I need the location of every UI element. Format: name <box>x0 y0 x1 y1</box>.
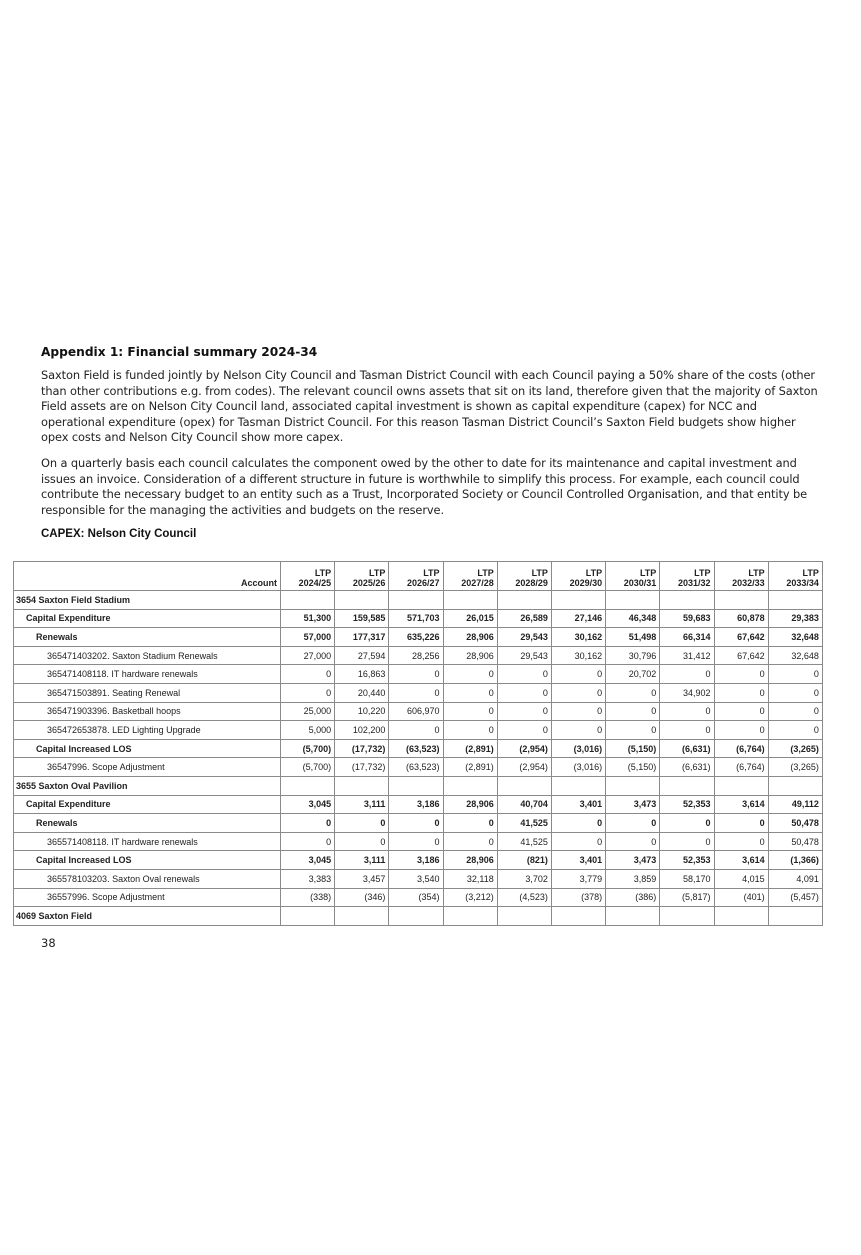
value-cell: 28,906 <box>443 646 497 665</box>
value-cell: 25,000 <box>281 702 335 721</box>
account-label: 365471503891. Seating Renewal <box>14 683 281 702</box>
value-cell <box>714 776 768 795</box>
value-cell <box>389 591 443 610</box>
value-cell <box>768 907 822 926</box>
account-label: Capital Expenditure <box>14 795 281 814</box>
value-cell <box>497 591 551 610</box>
value-cell: 50,478 <box>768 832 822 851</box>
table-row <box>14 646 823 665</box>
value-cell <box>497 776 551 795</box>
value-cell: (5,150) <box>606 739 660 758</box>
value-cell: (6,631) <box>660 739 714 758</box>
value-cell: 32,118 <box>443 869 497 888</box>
column-header-top: LTP <box>639 568 657 578</box>
year-column-header <box>606 562 660 591</box>
value-cell: 28,906 <box>443 795 497 814</box>
column-header-top: LTP <box>369 568 386 578</box>
value-cell: 0 <box>660 814 714 833</box>
account-label: 365471403202. Saxton Stadium Renewals <box>14 646 281 665</box>
value-cell: (17,732) <box>335 758 389 777</box>
value-cell: 0 <box>714 721 768 740</box>
value-cell: 0 <box>768 702 822 721</box>
value-cell: 0 <box>497 683 551 702</box>
value-cell: 3,457 <box>335 869 389 888</box>
value-cell <box>389 907 443 926</box>
value-cell: 28,906 <box>443 851 497 870</box>
column-header-top: LTP <box>748 568 765 578</box>
value-cell: 50,478 <box>768 814 822 833</box>
value-cell <box>768 776 822 795</box>
value-cell: (2,891) <box>443 758 497 777</box>
section-row <box>14 776 823 795</box>
value-cell <box>281 591 335 610</box>
value-cell <box>660 776 714 795</box>
value-cell <box>768 591 822 610</box>
value-cell: 28,256 <box>389 646 443 665</box>
value-cell: 0 <box>497 665 551 684</box>
value-cell <box>551 907 605 926</box>
value-cell: 0 <box>660 665 714 684</box>
account-label: 4069 Saxton Field <box>14 907 281 926</box>
value-cell: (17,732) <box>335 739 389 758</box>
year-column-header <box>443 562 497 591</box>
value-cell: 3,540 <box>389 869 443 888</box>
account-label: 365578103203. Saxton Oval renewals <box>14 869 281 888</box>
value-cell <box>660 591 714 610</box>
value-cell: (5,150) <box>606 758 660 777</box>
account-label: Capital Expenditure <box>14 609 281 628</box>
value-cell: 0 <box>606 721 660 740</box>
value-cell: 0 <box>606 683 660 702</box>
account-label: 365471903396. Basketball hoops <box>14 702 281 721</box>
account-label: 3655 Saxton Oval Pavilion <box>14 776 281 795</box>
value-cell: 3,473 <box>606 851 660 870</box>
value-cell <box>660 907 714 926</box>
value-cell <box>714 591 768 610</box>
value-cell: 0 <box>714 814 768 833</box>
value-cell: 40,704 <box>497 795 551 814</box>
account-label: Capital Increased LOS <box>14 739 281 758</box>
value-cell: 29,543 <box>497 628 551 647</box>
value-cell: 0 <box>551 683 605 702</box>
value-cell: (2,891) <box>443 739 497 758</box>
value-cell: 0 <box>389 683 443 702</box>
table-row <box>14 721 823 740</box>
value-cell: 26,015 <box>443 609 497 628</box>
table-row <box>14 869 823 888</box>
table-row <box>14 758 823 777</box>
appendix-heading: Appendix 1: Financial summary 2024-34 <box>41 345 318 359</box>
table-row <box>14 628 823 647</box>
value-cell: 0 <box>606 814 660 833</box>
value-cell <box>551 591 605 610</box>
value-cell <box>714 907 768 926</box>
value-cell: 3,779 <box>551 869 605 888</box>
column-header-year: 2025/26 <box>352 578 386 588</box>
value-cell: 3,859 <box>606 869 660 888</box>
value-cell <box>551 776 605 795</box>
value-cell: 52,353 <box>660 851 714 870</box>
value-cell <box>335 907 389 926</box>
column-header-year: 2031/32 <box>677 578 711 588</box>
column-header-year: 2024/25 <box>298 578 332 588</box>
value-cell: 0 <box>768 721 822 740</box>
value-cell: 29,543 <box>497 646 551 665</box>
value-cell: 0 <box>443 702 497 721</box>
value-cell: 20,702 <box>606 665 660 684</box>
value-cell: 32,648 <box>768 628 822 647</box>
account-label: Renewals <box>14 628 281 647</box>
value-cell <box>335 776 389 795</box>
value-cell: 5,000 <box>281 721 335 740</box>
value-cell: 32,648 <box>768 646 822 665</box>
value-cell: 0 <box>389 832 443 851</box>
table-row <box>14 609 823 628</box>
value-cell: 28,906 <box>443 628 497 647</box>
value-cell: 57,000 <box>281 628 335 647</box>
value-cell <box>606 591 660 610</box>
value-cell: 3,045 <box>281 795 335 814</box>
value-cell: 30,796 <box>606 646 660 665</box>
value-cell: 0 <box>389 814 443 833</box>
value-cell: 102,200 <box>335 721 389 740</box>
column-header-year: 2030/31 <box>623 578 657 588</box>
value-cell: 29,383 <box>768 609 822 628</box>
value-cell: 3,186 <box>389 795 443 814</box>
section-row <box>14 591 823 610</box>
year-column-header <box>389 562 443 591</box>
value-cell: (63,523) <box>389 739 443 758</box>
value-cell: (1,366) <box>768 851 822 870</box>
value-cell <box>389 776 443 795</box>
table-row <box>14 739 823 758</box>
value-cell <box>497 907 551 926</box>
value-cell: 34,902 <box>660 683 714 702</box>
value-cell: 0 <box>443 721 497 740</box>
value-cell: 0 <box>768 665 822 684</box>
value-cell: 30,162 <box>551 628 605 647</box>
column-header-top: LTP <box>314 568 332 578</box>
value-cell: 0 <box>714 702 768 721</box>
value-cell: 10,220 <box>335 702 389 721</box>
table-row <box>14 814 823 833</box>
account-label: 36557996. Scope Adjustment <box>14 888 281 907</box>
value-cell: 49,112 <box>768 795 822 814</box>
value-cell <box>606 776 660 795</box>
value-cell: 0 <box>551 721 605 740</box>
year-column-header <box>768 562 822 591</box>
section-row <box>14 907 823 926</box>
value-cell: 41,525 <box>497 814 551 833</box>
value-cell: 635,226 <box>389 628 443 647</box>
value-cell: 3,473 <box>606 795 660 814</box>
table-body <box>14 591 823 926</box>
value-cell: 51,498 <box>606 628 660 647</box>
value-cell: 31,412 <box>660 646 714 665</box>
table-row <box>14 683 823 702</box>
value-cell: 3,401 <box>551 795 605 814</box>
document-body <box>41 345 823 549</box>
account-label: Capital Increased LOS <box>14 851 281 870</box>
value-cell: 60,878 <box>714 609 768 628</box>
value-cell: (378) <box>551 888 605 907</box>
value-cell: 3,383 <box>281 869 335 888</box>
value-cell: (4,523) <box>497 888 551 907</box>
value-cell: 4,091 <box>768 869 822 888</box>
value-cell: 606,970 <box>389 702 443 721</box>
value-cell: 30,162 <box>551 646 605 665</box>
value-cell: 52,353 <box>660 795 714 814</box>
year-column-header <box>281 562 335 591</box>
table-header-row <box>14 562 823 591</box>
table-row <box>14 832 823 851</box>
account-label: Renewals <box>14 814 281 833</box>
year-column-header <box>660 562 714 591</box>
account-label: 365571408118. IT hardware renewals <box>14 832 281 851</box>
value-cell: 0 <box>714 832 768 851</box>
value-cell <box>443 907 497 926</box>
column-header-year: 2032/33 <box>732 578 765 588</box>
value-cell: 0 <box>443 665 497 684</box>
value-cell: 20,440 <box>335 683 389 702</box>
value-cell: 0 <box>281 665 335 684</box>
column-header-year: 2028/29 <box>515 578 548 588</box>
value-cell: (3,016) <box>551 758 605 777</box>
value-cell: 0 <box>443 683 497 702</box>
year-column-header <box>551 562 605 591</box>
value-cell: 0 <box>660 721 714 740</box>
value-cell: 0 <box>497 721 551 740</box>
value-cell: 0 <box>768 683 822 702</box>
value-cell <box>281 907 335 926</box>
value-cell: 0 <box>551 702 605 721</box>
capex-subheading: CAPEX: Nelson City Council <box>41 528 197 541</box>
account-column-header: Account <box>14 562 281 591</box>
account-label: 365471408118. IT hardware renewals <box>14 665 281 684</box>
column-header-year: 2033/34 <box>786 578 819 588</box>
value-cell: 27,000 <box>281 646 335 665</box>
value-cell: 0 <box>714 683 768 702</box>
value-cell: (386) <box>606 888 660 907</box>
value-cell: (338) <box>281 888 335 907</box>
paragraph-funding: Saxton Field is funded jointly by Nelson City Council and Tasman District Council with each Council paying a 50% share of the costs (other than other contributions e.g. from codes). The relevant council owns assets that sit on its land, therefore given that the majority of Saxton Field assets are on Nelson City Council land, associated capital investment is shown as capital expenditure (capex) for NCC and operational expenditure (opex) for Tasman District Council. For this reason Tasman District Council’s Saxton Field budgets show higher opex costs and Nelson City Council show more capex. <box>41 368 818 445</box>
value-cell: 26,589 <box>497 609 551 628</box>
value-cell <box>443 776 497 795</box>
value-cell: 3,111 <box>335 795 389 814</box>
value-cell: 3,401 <box>551 851 605 870</box>
account-label: 365472653878. LED Lighting Upgrade <box>14 721 281 740</box>
value-cell: (3,265) <box>768 739 822 758</box>
value-cell: (5,457) <box>768 888 822 907</box>
value-cell: 0 <box>281 683 335 702</box>
page-number: 38 <box>41 936 56 950</box>
value-cell <box>335 591 389 610</box>
column-header-year: 2027/28 <box>461 578 494 588</box>
value-cell: 0 <box>389 665 443 684</box>
value-cell: 58,170 <box>660 869 714 888</box>
value-cell: (401) <box>714 888 768 907</box>
table-row <box>14 702 823 721</box>
value-cell: 0 <box>443 814 497 833</box>
value-cell: (63,523) <box>389 758 443 777</box>
value-cell: 177,317 <box>335 628 389 647</box>
table-row <box>14 665 823 684</box>
value-cell: (5,817) <box>660 888 714 907</box>
column-header-top: LTP <box>694 568 711 578</box>
value-cell: 0 <box>606 832 660 851</box>
value-cell <box>443 591 497 610</box>
value-cell: 0 <box>714 665 768 684</box>
value-cell: (2,954) <box>497 758 551 777</box>
column-header-top: LTP <box>802 568 819 578</box>
table-row <box>14 888 823 907</box>
value-cell: 27,146 <box>551 609 605 628</box>
value-cell <box>281 776 335 795</box>
value-cell: (6,764) <box>714 739 768 758</box>
value-cell: 0 <box>335 814 389 833</box>
column-header-top: LTP <box>477 568 494 578</box>
value-cell: (821) <box>497 851 551 870</box>
table-row <box>14 851 823 870</box>
value-cell: 0 <box>281 814 335 833</box>
value-cell: 0 <box>606 702 660 721</box>
value-cell: 3,111 <box>335 851 389 870</box>
value-cell: 3,045 <box>281 851 335 870</box>
value-cell: 3,614 <box>714 851 768 870</box>
value-cell: 0 <box>497 702 551 721</box>
value-cell: 0 <box>389 721 443 740</box>
value-cell: 16,863 <box>335 665 389 684</box>
value-cell: 571,703 <box>389 609 443 628</box>
value-cell: 41,525 <box>497 832 551 851</box>
year-column-header <box>497 562 551 591</box>
column-header-top: LTP <box>531 568 548 578</box>
value-cell: (3,265) <box>768 758 822 777</box>
value-cell: 66,314 <box>660 628 714 647</box>
year-column-header <box>335 562 389 591</box>
value-cell: 3,614 <box>714 795 768 814</box>
value-cell: 59,683 <box>660 609 714 628</box>
value-cell: (6,764) <box>714 758 768 777</box>
column-header-top: LTP <box>423 568 440 578</box>
value-cell: (346) <box>335 888 389 907</box>
account-label: 3654 Saxton Field Stadium <box>14 591 281 610</box>
value-cell: 27,594 <box>335 646 389 665</box>
year-column-header <box>714 562 768 591</box>
value-cell: 4,015 <box>714 869 768 888</box>
value-cell: 0 <box>281 832 335 851</box>
value-cell: 3,186 <box>389 851 443 870</box>
value-cell: 46,348 <box>606 609 660 628</box>
table-row <box>14 795 823 814</box>
value-cell: 0 <box>551 832 605 851</box>
value-cell: (3,016) <box>551 739 605 758</box>
account-label: 36547996. Scope Adjustment <box>14 758 281 777</box>
value-cell: 3,702 <box>497 869 551 888</box>
value-cell: (5,700) <box>281 758 335 777</box>
value-cell: (3,212) <box>443 888 497 907</box>
value-cell: 0 <box>551 814 605 833</box>
value-cell: (2,954) <box>497 739 551 758</box>
value-cell: (5,700) <box>281 739 335 758</box>
column-header-year: 2029/30 <box>569 578 603 588</box>
capex-table <box>13 561 823 926</box>
value-cell: (354) <box>389 888 443 907</box>
value-cell: 0 <box>335 832 389 851</box>
value-cell: (6,631) <box>660 758 714 777</box>
column-header-year: 2026/27 <box>407 578 440 588</box>
value-cell: 51,300 <box>281 609 335 628</box>
value-cell: 67,642 <box>714 628 768 647</box>
value-cell: 0 <box>660 702 714 721</box>
paragraph-invoicing: On a quarterly basis each council calculates the component owed by the other to date for its maintenance and capital investment and issues an invoice. Consideration of a different structure in future is worthwhile to simplify this process. For example, each council could contribute the necessary budget to an entity such as a Trust, Incorporated Society or Council Controlled Organisation, and that entity be responsible for the managing the activities and budgets on the reserve. <box>41 455 808 517</box>
value-cell: 0 <box>660 832 714 851</box>
value-cell <box>606 907 660 926</box>
value-cell: 0 <box>551 665 605 684</box>
column-header-top: LTP <box>585 568 603 578</box>
value-cell: 0 <box>443 832 497 851</box>
value-cell: 67,642 <box>714 646 768 665</box>
value-cell: 159,585 <box>335 609 389 628</box>
